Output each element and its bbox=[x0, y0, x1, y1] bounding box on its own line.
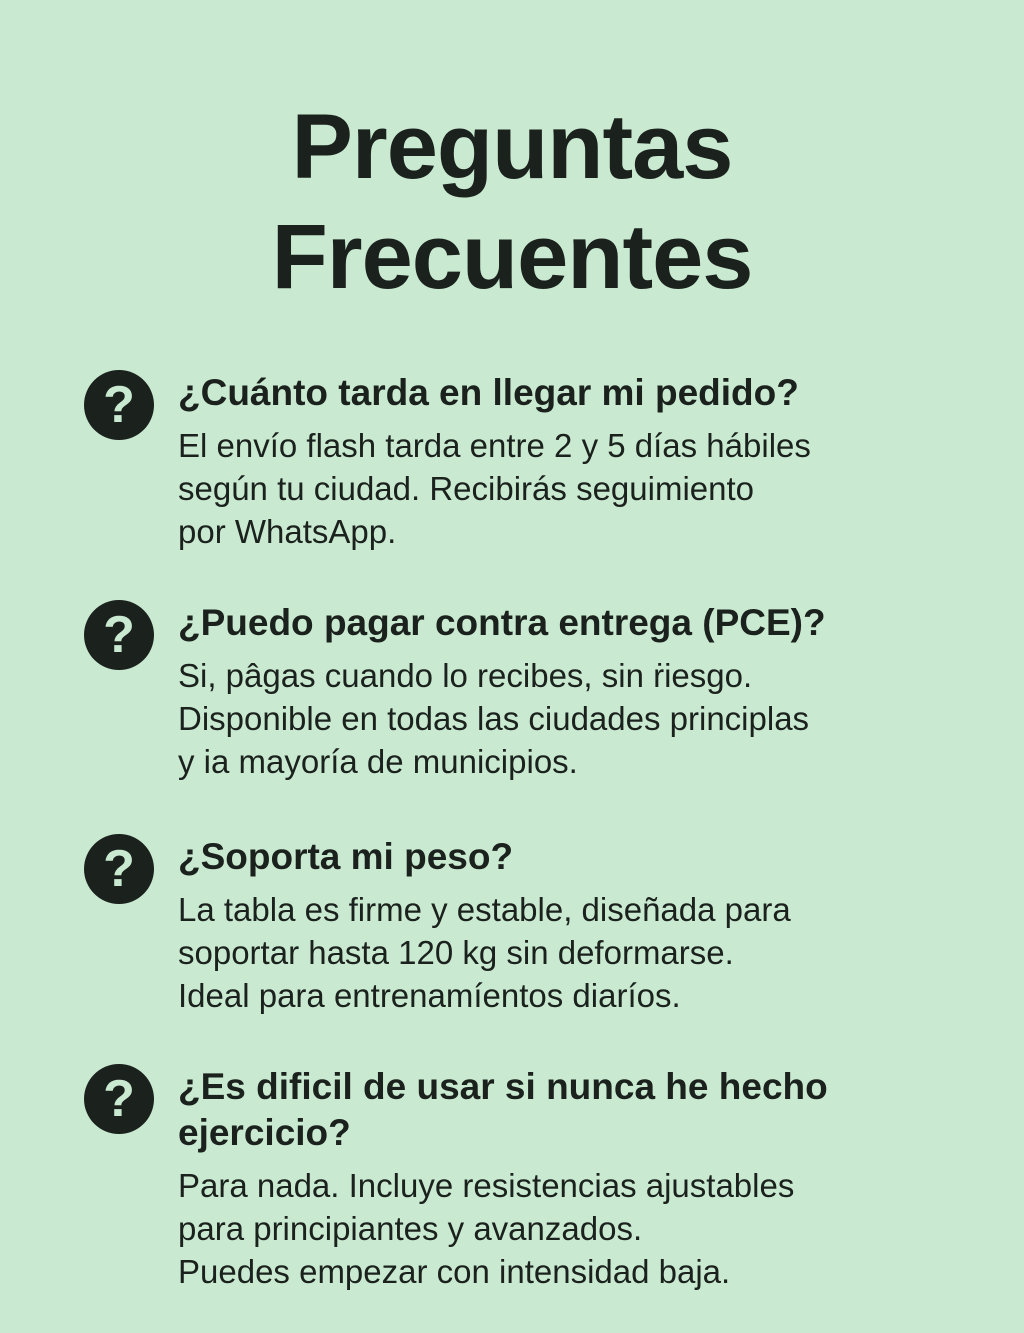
question-circle-icon: ? bbox=[84, 600, 154, 670]
faq-question: ¿Soporta mi peso? bbox=[178, 836, 514, 877]
faq-question: ¿Cuánto tarda en llegar mi pedido? bbox=[178, 372, 799, 413]
faq-question: ¿Es dificil de usar si nunca he hecho ejercicio? bbox=[178, 1066, 828, 1153]
faq-text bbox=[178, 1064, 978, 1293]
faq-answer: Para nada. Incluye resistencias ajustables para principiantes y avanzados. Puedes empezar con intensidad baja. bbox=[178, 1167, 795, 1290]
faq-text bbox=[178, 600, 978, 783]
faq-answer: El envío flash tarda entre 2 y 5 días hábiles según tu ciudad. Recibirás seguimiento por WhatsApp. bbox=[178, 427, 811, 550]
faq-text bbox=[178, 834, 978, 1017]
question-circle-icon: ? bbox=[84, 834, 154, 904]
question-circle-icon: ? bbox=[84, 1064, 154, 1134]
faq-text bbox=[178, 370, 978, 553]
faq-answer: Si, pâgas cuando lo recibes, sin ṙiesgo. Disponible en todas las ciudades principlas y ia mayoría de municipios. bbox=[178, 657, 810, 780]
page-title-line-1: Preguntas bbox=[291, 96, 733, 198]
page-title bbox=[0, 92, 1024, 312]
question-circle-icon: ? bbox=[84, 370, 154, 440]
page-title-line-2: Frecuentes bbox=[271, 206, 753, 308]
faq-answer: La tabla es firme y estable, diseñada para soportar hasta 120 kg sin deformarse. Ideal para entrenamíentos diaríos. bbox=[178, 891, 791, 1014]
faq-question: ¿Puedo pagar contra entrega (PCE)? bbox=[178, 602, 826, 643]
